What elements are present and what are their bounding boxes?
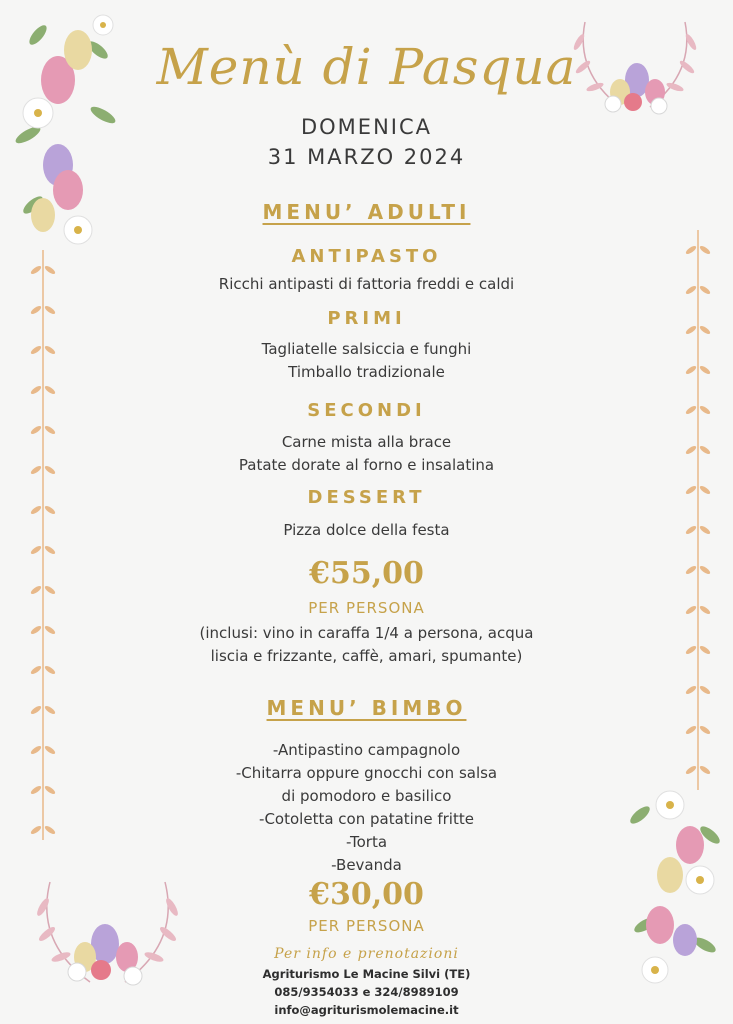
adult-note-line: (inclusi: vino in caraffa 1/4 a persona, acqua xyxy=(199,624,534,642)
course-title-antipasto: ANTIPASTO xyxy=(291,246,442,267)
dish-item: Timballo tradizionale xyxy=(288,363,445,381)
menu-title: Menù di Pasqua xyxy=(156,38,577,96)
dish-item: Ricchi antipasti di fattoria freddi e caldi xyxy=(218,275,515,293)
kids-price: €30,00 xyxy=(309,877,424,912)
course-title-dessert: DESSERT xyxy=(307,487,426,508)
kids-item: -Torta xyxy=(345,833,388,851)
kids-item: -Bevanda xyxy=(331,856,402,874)
dish-item: Pizza dolce della festa xyxy=(283,521,450,539)
email-link[interactable]: info@agriturismolemacine.it xyxy=(274,1003,459,1017)
kids-item: -Antipastino campagnolo xyxy=(272,741,461,759)
kids-item: -Cotoletta con patatine fritte xyxy=(259,810,474,828)
adult-menu-title: MENU’ ADULTI xyxy=(262,200,471,224)
dish-item: Carne mista alla brace xyxy=(281,433,452,451)
adult-per-person: PER PERSONA xyxy=(308,599,425,617)
menu-date: 31 MARZO 2024 xyxy=(267,145,466,169)
venue-name: Agriturismo Le Macine Silvi (TE) xyxy=(262,967,471,981)
kids-per-person: PER PERSONA xyxy=(308,917,425,935)
kids-item: -Chitarra oppure gnocchi con salsa xyxy=(235,764,498,782)
dish-item: Tagliatelle salsiccia e funghi xyxy=(261,340,472,358)
dish-item: Patate dorate al forno e insalatina xyxy=(238,456,495,474)
course-title-primi: PRIMI xyxy=(327,308,406,329)
adult-price: €55,00 xyxy=(309,556,424,591)
course-title-secondi: SECONDI xyxy=(307,400,426,421)
kids-item: di pomodoro e basilico xyxy=(281,787,452,805)
kids-menu-title: MENU’ BIMBO xyxy=(266,696,467,720)
phone-numbers[interactable]: 085/9354033 e 324/8989109 xyxy=(274,985,459,999)
menu-day: DOMENICA xyxy=(300,115,433,139)
adult-note-line: liscia e frizzante, caffè, amari, spumante) xyxy=(210,647,523,665)
info-title: Per info e prenotazioni xyxy=(274,946,459,962)
